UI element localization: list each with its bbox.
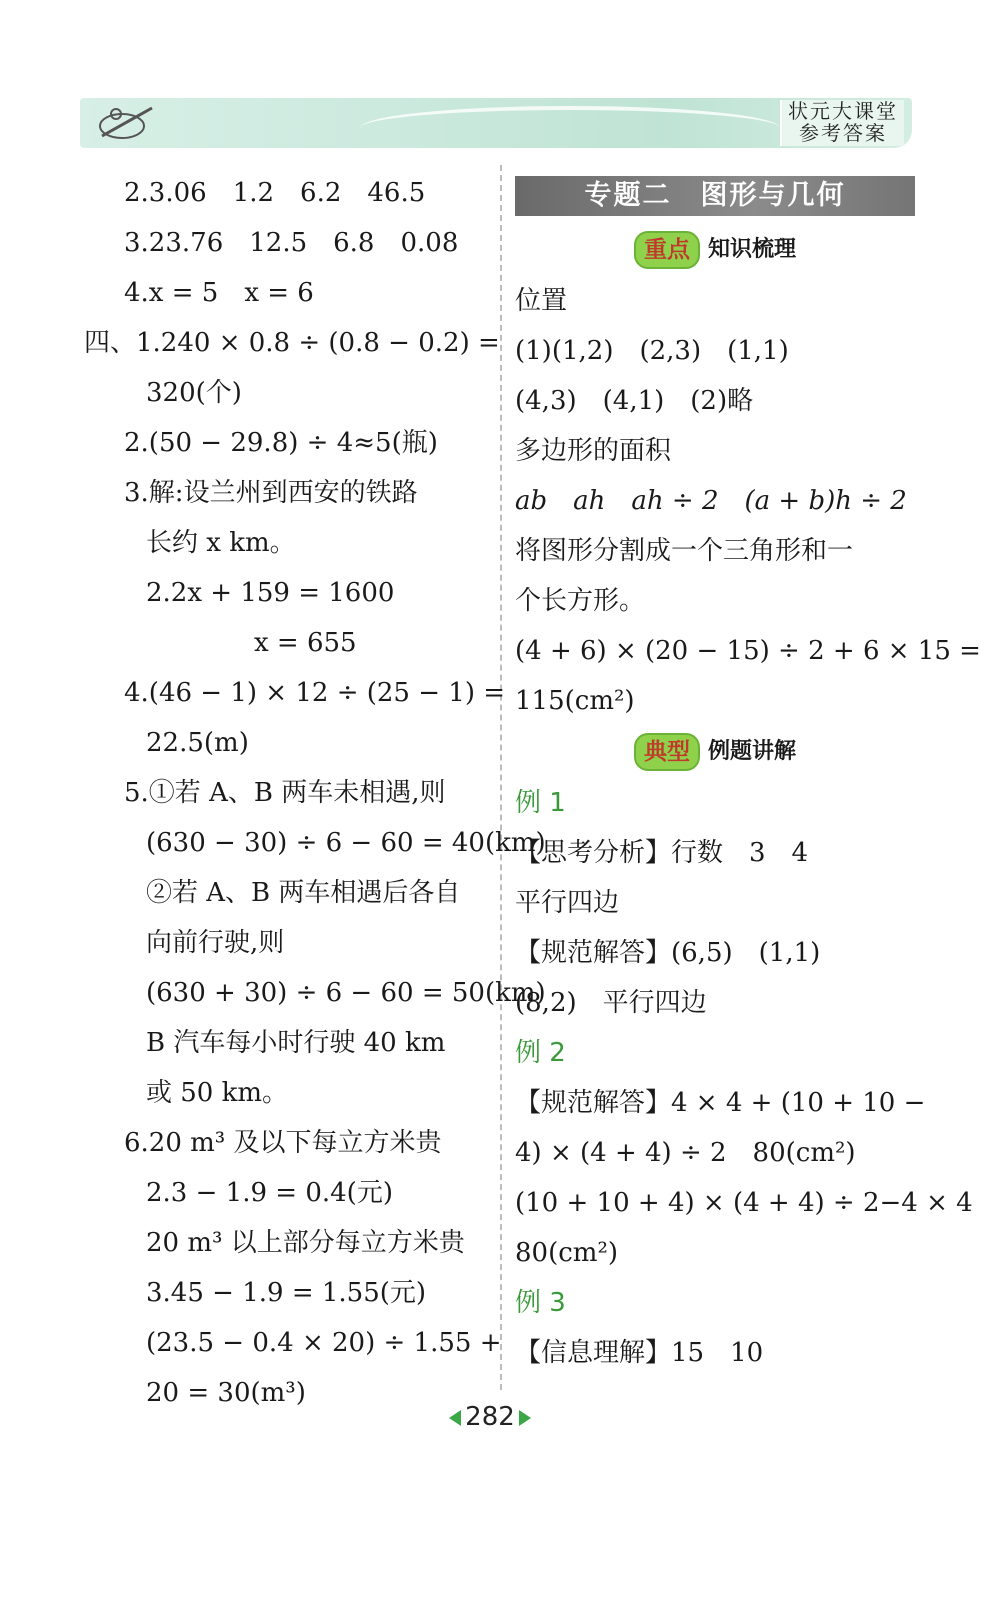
- badge-label: 知识梳理: [707, 237, 796, 262]
- badge-key-points: 重点: [634, 231, 700, 269]
- subheading: 位置: [515, 286, 568, 316]
- answer-line: 向前行驶,则: [146, 928, 285, 958]
- section-title: 专题二 图形与几何: [515, 176, 915, 216]
- answer-line: 115(cm²): [515, 686, 635, 716]
- answer-line: 2.2x + 159 = 1600: [146, 578, 395, 608]
- arrow-left-icon: [449, 1410, 461, 1426]
- answer-line: (8,2) 平行四边: [515, 988, 707, 1018]
- subheading: 多边形的面积: [515, 436, 672, 466]
- answer-line: 4) × (4 + 4) ÷ 2 80(cm²): [515, 1138, 856, 1168]
- answer-line: 2.3 − 1.9 = 0.4(元): [146, 1178, 393, 1208]
- answer-line: (4 + 6) × (20 − 15) ÷ 2 + 6 × 15 =: [515, 636, 981, 666]
- answer-line: 6.20 m³ 及以下每立方米贵: [124, 1128, 442, 1158]
- pencil-logo-icon: [92, 96, 162, 146]
- answer-line: 2.3.06 1.2 6.2 46.5: [124, 178, 426, 208]
- answer-line: 将图形分割成一个三角形和一: [515, 536, 854, 566]
- answer-line: 【信息理解】15 10: [515, 1338, 764, 1368]
- book-label: [780, 100, 904, 146]
- answer-line: (23.5 − 0.4 × 20) ÷ 1.55 +: [146, 1328, 502, 1358]
- answer-line: 22.5(m): [146, 728, 249, 758]
- answer-line: 3.解:设兰州到西安的铁路: [124, 478, 418, 508]
- example-title: 例 1: [515, 788, 566, 818]
- answer-line: 5.①若 A、B 两车未相遇,则: [124, 778, 446, 808]
- answer-line: B 汽车每小时行驶 40 km: [146, 1028, 446, 1058]
- answer-line: 320(个): [146, 378, 242, 408]
- badge-examples: [515, 726, 915, 778]
- answer-line: 4.x = 5 x = 6: [124, 278, 314, 308]
- book-label-line1: 状元大课堂: [788, 99, 898, 123]
- answer-line: 【规范解答】4 × 4 + (10 + 10 −: [515, 1088, 926, 1118]
- answer-line: x = 655: [254, 628, 357, 658]
- answer-line: 长约 x km。: [146, 528, 296, 558]
- answer-line: (630 − 30) ÷ 6 − 60 = 40(km): [146, 828, 546, 858]
- right-column: [515, 170, 981, 1378]
- arrow-right-icon: [519, 1410, 531, 1426]
- answer-line: 平行四边: [515, 888, 620, 918]
- badge-typical: 典型: [634, 733, 700, 771]
- answer-line: (10 + 10 + 4) × (4 + 4) ÷ 2−4 × 4: [515, 1188, 973, 1218]
- answer-line: 20 = 30(m³): [146, 1378, 306, 1408]
- page-number-text: 282: [465, 1402, 515, 1432]
- answer-line: 2.(50 − 29.8) ÷ 4≈5(瓶): [124, 428, 438, 458]
- answer-line: 四、1.240 × 0.8 ÷ (0.8 − 0.2) =: [84, 328, 500, 358]
- example-title: 例 3: [515, 1288, 566, 1318]
- answer-line: 个长方形。: [515, 586, 646, 616]
- answer-line: 80(cm²): [515, 1238, 619, 1268]
- answer-line: ab ah ah ÷ 2 (a + b)h ÷ 2: [515, 486, 907, 516]
- banner-wave: [360, 106, 780, 148]
- answer-line: 3.45 − 1.9 = 1.55(元): [146, 1278, 427, 1308]
- badge-label: 例题讲解: [707, 739, 796, 764]
- answer-line: (630 + 30) ÷ 6 − 60 = 50(km): [146, 978, 546, 1008]
- answer-line: 【规范解答】(6,5) (1,1): [515, 938, 821, 968]
- page-number: [430, 1402, 550, 1432]
- column-divider: [500, 165, 502, 1390]
- answer-line: 或 50 km。: [146, 1078, 289, 1108]
- answer-line: 3.23.76 12.5 6.8 0.08: [124, 228, 459, 258]
- answer-line: (4,3) (4,1) (2)略: [515, 386, 754, 416]
- example-title: 例 2: [515, 1038, 566, 1068]
- answer-line: 4.(46 − 1) × 12 ÷ (25 − 1) =: [124, 678, 506, 708]
- answer-line: ②若 A、B 两车相遇后各自: [146, 878, 461, 908]
- book-label-line2: 参考答案: [799, 121, 887, 145]
- answer-line: (1)(1,2) (2,3) (1,1): [515, 336, 789, 366]
- answer-line: 20 m³ 以上部分每立方米贵: [146, 1228, 465, 1258]
- badge-knowledge: [515, 224, 915, 276]
- answer-line: 【思考分析】行数 3 4: [515, 838, 809, 868]
